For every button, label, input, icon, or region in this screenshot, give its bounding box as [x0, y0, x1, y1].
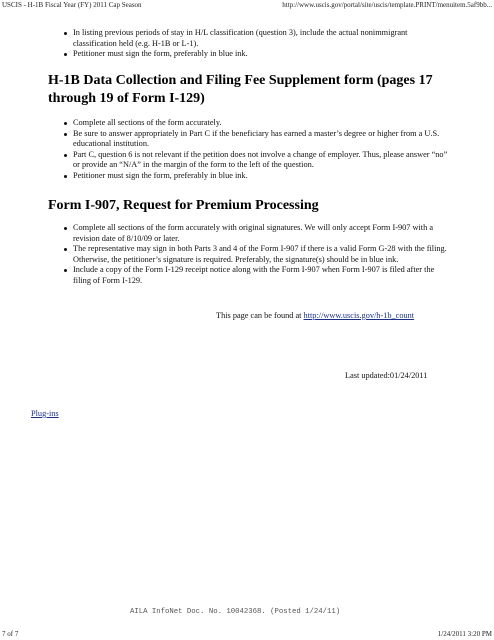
bullet-icon — [64, 248, 67, 251]
list-item: Include a copy of the Form I-129 receipt notice along with the Form I-907 when Form I-907 is filed after the filing of Form I-129. — [52, 265, 452, 286]
page-url-link[interactable]: http://www.uscis.gov/h-1b_count — [303, 311, 415, 320]
bullet-icon — [64, 227, 67, 230]
bullet-icon — [64, 32, 67, 35]
bullet-icon — [64, 133, 67, 136]
last-updated: Last updated:01/24/2011 — [345, 371, 428, 380]
plugins-link[interactable]: Plug-ins — [31, 409, 59, 418]
page-location-prefix: This page can be found at — [216, 311, 304, 320]
h1b-section-heading: H-1B Data Collection and Filing Fee Supplement form (pages 17 through 19 of Form I-129) — [48, 73, 433, 106]
top-bullet-list — [52, 28, 452, 60]
list-item: Part C, question 6 is not relevant if the petition does not involve a change of employer. Thus, please answer “no” or provide an “N/A” in the margin of the form to the left of the question. — [52, 150, 452, 171]
list-item: The representative may sign in both Parts 3 and 4 of the Form I-907 if there is a valid Form G-28 with the filing. Otherwise, the petitioner’s signature is required. Preferably, the signature(s) should be in blue ink. — [52, 244, 452, 265]
list-item: Petitioner must sign the form, preferably in blue ink. — [52, 171, 452, 182]
browser-header-title: USCIS - H-1B Fiscal Year (FY) 2011 Cap Season — [2, 1, 142, 9]
bullet-icon — [64, 154, 67, 157]
bullet-icon — [64, 53, 67, 56]
h1b-bullet-list — [52, 118, 452, 181]
bullet-icon — [64, 175, 67, 178]
list-item: Petitioner must sign the form, preferably in blue ink. — [52, 49, 452, 60]
i907-bullet-list — [52, 223, 452, 286]
list-item: In listing previous periods of stay in H/L classification (question 3), include the actual nonimmigrant classification held (e.g. H-1B or L-1). — [52, 28, 452, 49]
page-number: 7 of 7 — [2, 630, 19, 638]
list-item: Be sure to answer appropriately in Part C if the beneficiary has earned a master’s degree or higher from a U.S. educational institution. — [52, 129, 452, 150]
bullet-icon — [64, 122, 67, 125]
list-item: Complete all sections of the form accurately with original signatures. We will only accept Form I-907 with a revision date of 8/10/09 or later. — [52, 223, 452, 244]
browser-header-url: http://www.uscis.gov/portal/site/uscis/template.PRINT/menuitem.5af9bb... — [282, 1, 492, 9]
print-datetime: 1/24/2011 3:20 PM — [437, 630, 492, 638]
page-location-note — [216, 311, 414, 322]
i907-section-heading: Form I-907, Request for Premium Processing — [48, 198, 319, 213]
document-id-stamp: AILA InfoNet Doc. No. 10042368. (Posted 1/24/11) — [130, 608, 341, 616]
list-item: Complete all sections of the form accurately. — [52, 118, 452, 129]
bullet-icon — [64, 269, 67, 272]
